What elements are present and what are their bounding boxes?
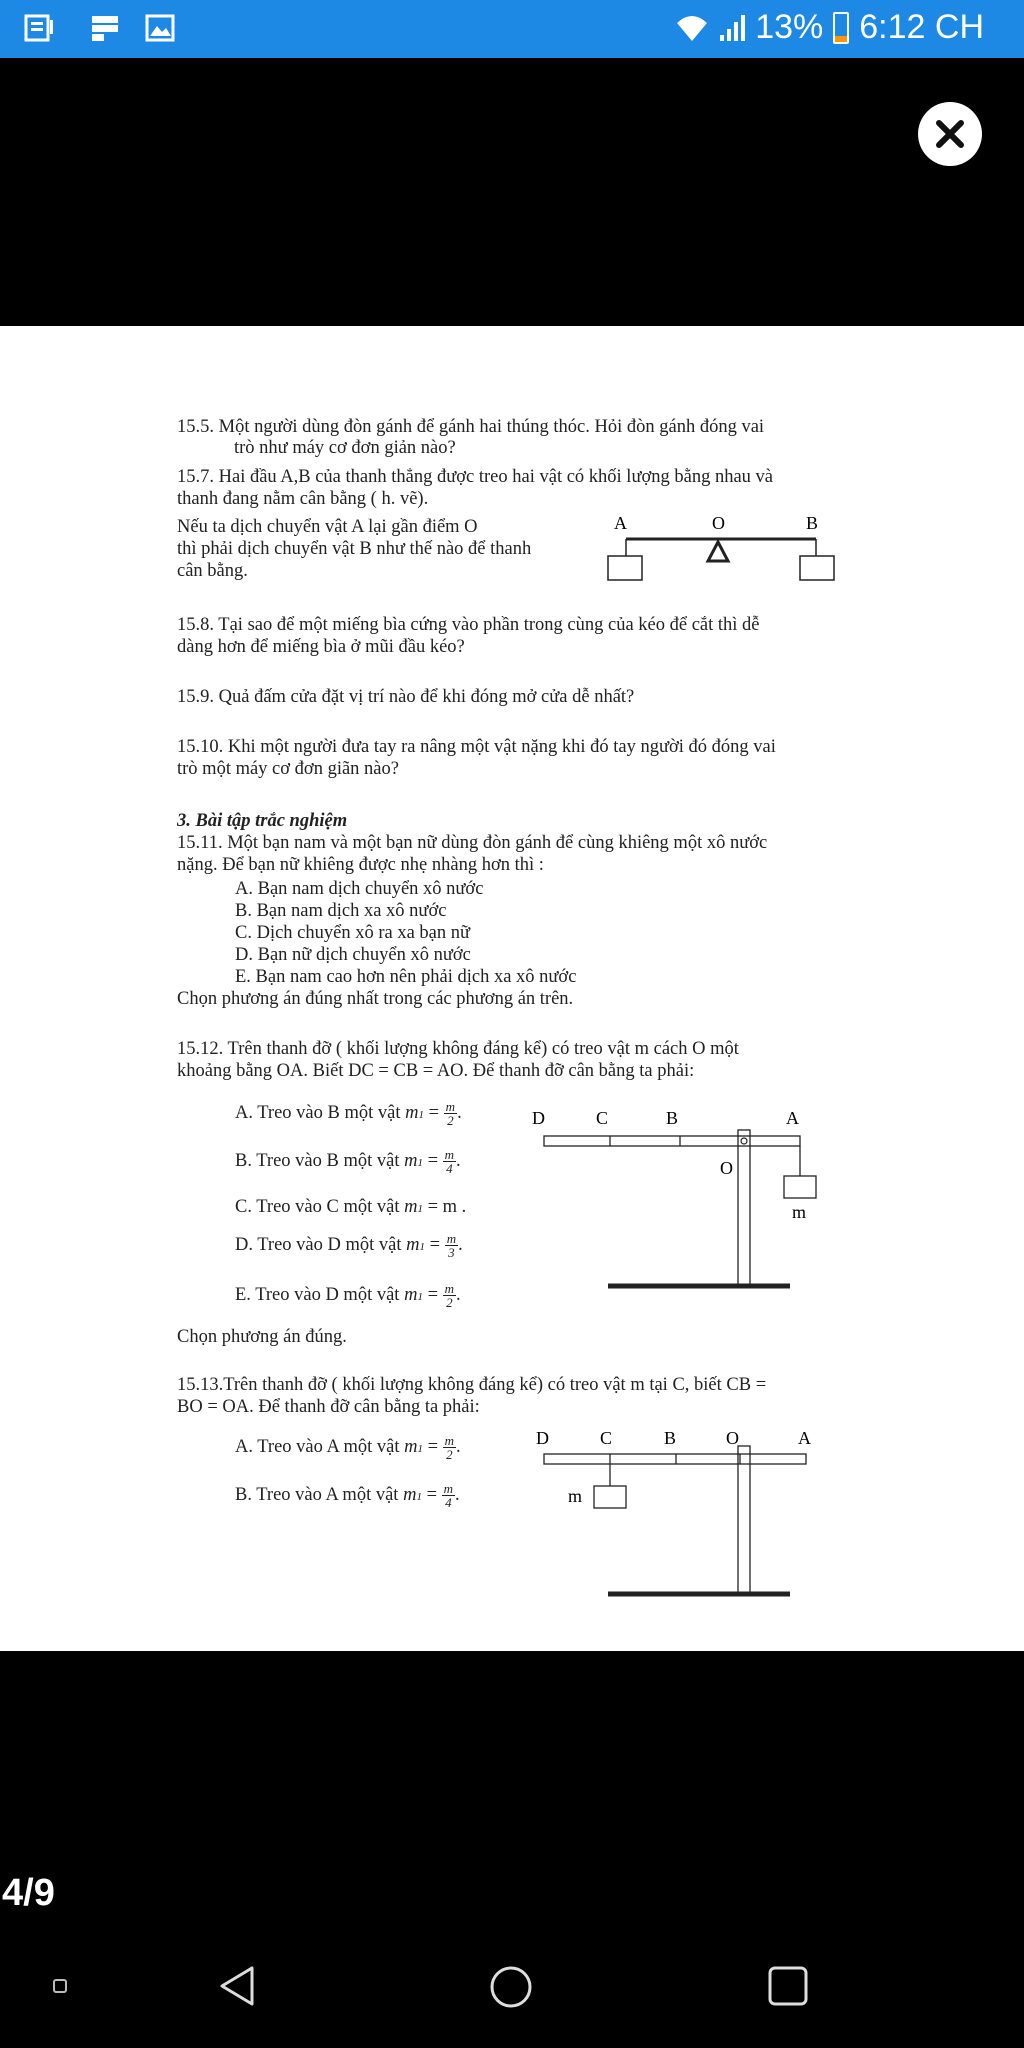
q15-13-a-var: m <box>404 1436 418 1457</box>
q15-12-e-den: 2 <box>446 1295 453 1310</box>
q15-12-e-var: m <box>404 1284 418 1305</box>
q15-12-option-e: E. Treo vào D một vật m1 = $\frac{m}{2}$ . <box>235 1281 461 1310</box>
fig2-label-m: m <box>792 1202 807 1222</box>
status-bar <box>0 0 1024 58</box>
signal-icon <box>719 13 745 43</box>
q15-7-line4: thì phải dịch chuyển vật B như thế nào để thanh <box>177 539 532 559</box>
clock: 6:12 CH <box>859 8 984 46</box>
q15-11-line2: nặng. Để bạn nữ khiêng được nhẹ nhàng hơn thì : <box>177 855 544 875</box>
battery-icon <box>833 12 849 44</box>
q15-8-line1: 15.8. Tại sao để một miếng bìa cứng vào phần trong cùng của kéo để cắt thì dễ <box>177 615 760 635</box>
q15-13-line2: BO = OA. Để thanh đỡ cân bằng ta phải: <box>177 1397 480 1417</box>
q15-13-option-a: A. Treo vào A một vật m1 = $\frac{m}{2}$ . <box>235 1433 461 1462</box>
figure-balance-bar <box>600 511 850 591</box>
q15-7-line2: thanh đang nằm cân bằng ( h. vẽ). <box>177 489 429 509</box>
q15-12-d-var: m <box>406 1234 420 1255</box>
q15-12-b-var: m <box>404 1150 418 1171</box>
figure-lever-15-12 <box>530 1110 830 1300</box>
fig2-label-a: A <box>786 1110 799 1128</box>
q15-12-option-b: B. Treo vào B một vật m1 = $\frac{m}{4}$ . <box>235 1147 461 1176</box>
q15-13-a-sub: 1 <box>417 1442 423 1455</box>
notes-icon <box>24 14 54 42</box>
q15-12-a-num: m <box>445 1099 456 1114</box>
q15-10-line2: trò một máy cơ đơn giãn nào? <box>177 759 399 779</box>
q15-13-option-b: B. Treo vào A một vật m1 = $\frac{m}{4}$ . <box>235 1481 460 1510</box>
q15-5-line2: trò như máy cơ đơn giản nào? <box>234 438 456 458</box>
q15-11-option-d: D. Bạn nữ dịch chuyển xô nước <box>235 945 471 965</box>
fig3-label-b: B <box>664 1430 677 1448</box>
fig3-label-a: A <box>798 1430 811 1448</box>
fig3-label-d: D <box>536 1430 549 1448</box>
storage-icon <box>90 14 120 42</box>
q15-11-line1: 15.11. Một bạn nam và một bạn nữ dùng đòn gánh để cùng khiêng một xô nước <box>177 833 768 853</box>
fig3-label-m: m <box>568 1486 583 1506</box>
q15-12-option-d: D. Treo vào D một vật m1 = $\frac{m}{3}$ . <box>235 1231 463 1260</box>
q15-12-option-a: A. Treo vào B một vật m1 = $\frac{m}{2}$ . <box>235 1099 462 1128</box>
q15-13-a-den: 2 <box>446 1447 453 1462</box>
recents-icon[interactable] <box>52 1978 68 1994</box>
fig3-label-o: O <box>726 1430 739 1448</box>
q15-12-c-var: m <box>404 1197 418 1217</box>
figure-lever-15-13 <box>530 1430 830 1610</box>
q15-12-e-sub: 1 <box>417 1290 423 1303</box>
q15-12-a-var: m <box>405 1102 419 1123</box>
q15-7-line3: Nếu ta dịch chuyển vật A lại gần điểm O <box>177 517 478 537</box>
q15-12-d-den: 3 <box>448 1245 455 1260</box>
q15-13-option-a-text: A. Treo vào A một vật <box>235 1436 400 1457</box>
q15-12-b-den: 4 <box>446 1161 453 1176</box>
q15-12-choose: Chọn phương án đúng. <box>177 1327 347 1347</box>
q15-12-d-sub: 1 <box>419 1240 425 1253</box>
q15-13-option-b-text: B. Treo vào A một vật <box>235 1484 399 1505</box>
q15-13-line1: 15.13.Trên thanh đỡ ( khối lượng không đáng kể) có treo vật m tại C, biết CB = <box>177 1375 767 1395</box>
q15-12-b-num: m <box>444 1147 455 1162</box>
q15-12-b-sub: 1 <box>417 1156 423 1169</box>
q15-12-d-num: m <box>446 1231 457 1246</box>
image-icon <box>145 14 175 42</box>
q15-12-b-fraction <box>443 1148 456 1175</box>
q15-13-b-sub: 1 <box>416 1490 422 1503</box>
section-3-heading: 3. Bài tập trắc nghiệm <box>177 811 348 831</box>
fig2-label-b: B <box>666 1110 679 1128</box>
q15-12-a-den: 2 <box>447 1113 454 1128</box>
q15-13-b-den: 4 <box>445 1495 452 1510</box>
q15-13-b-num: m <box>443 1481 454 1496</box>
fig1-label-o: O <box>712 513 725 533</box>
q15-13-b-eq: = <box>426 1484 438 1505</box>
q15-13-b-var: m <box>403 1484 417 1505</box>
q15-12-c-sub: 1 <box>417 1203 423 1215</box>
q15-12-d-fraction <box>445 1232 458 1259</box>
navigation-bar <box>0 1930 1024 2048</box>
q15-13-a-num: m <box>444 1433 455 1448</box>
close-button[interactable] <box>918 102 982 166</box>
q15-11-choose: Chọn phương án đúng nhất trong các phương án trên. <box>177 989 574 1009</box>
close-icon <box>935 119 965 149</box>
fig2-label-d: D <box>532 1110 545 1128</box>
q15-8-line2: dàng hơn để miếng bìa ở mũi đầu kéo? <box>177 637 465 657</box>
page-indicator: 4/9 <box>2 1872 55 1914</box>
q15-12-option-d-text: D. Treo vào D một vật <box>235 1234 402 1255</box>
fig1-label-b: B <box>806 513 819 533</box>
q15-13-a-eq: = <box>427 1436 439 1457</box>
q15-7-line5: cân bằng. <box>177 561 248 581</box>
q15-12-option-b-text: B. Treo vào B một vật <box>235 1150 400 1171</box>
q15-12-b-eq: = <box>427 1150 439 1171</box>
q15-12-a-fraction <box>444 1100 457 1127</box>
q15-12-option-c-text: C. Treo vào C một vật <box>235 1197 400 1217</box>
fig3-label-c: C <box>600 1430 613 1448</box>
q15-13-a-fraction <box>443 1434 456 1461</box>
fig2-label-o: O <box>720 1158 733 1178</box>
q15-12-line2: khoảng bằng OA. Biết DC = CB = AO. Để thanh đỡ cân bằng ta phải: <box>177 1061 695 1081</box>
q15-12-option-c <box>235 1196 466 1220</box>
q15-12-line1: 15.12. Trên thanh đỡ ( khối lượng không đáng kể) có treo vật m cách O một <box>177 1039 739 1059</box>
q15-12-d-eq: = <box>429 1234 441 1255</box>
home-icon[interactable] <box>488 1964 534 2010</box>
q15-13-b-fraction <box>442 1482 455 1509</box>
q15-12-a-eq: = <box>428 1102 440 1123</box>
document-page[interactable] <box>0 326 1024 1651</box>
battery-percent: 13% <box>755 8 824 46</box>
q15-12-c-plain: = m . <box>427 1197 467 1217</box>
q15-10-line1: 15.10. Khi một người đưa tay ra nâng một vật nặng khi đó tay người đó đóng vai <box>177 737 776 757</box>
q15-12-option-e-text: E. Treo vào D một vật <box>235 1284 400 1305</box>
overview-icon[interactable] <box>766 1964 810 2008</box>
q15-7-line1: 15.7. Hai đầu A,B của thanh thẳng được treo hai vật có khối lượng bằng nhau và <box>177 467 774 487</box>
q15-12-e-fraction <box>443 1282 456 1309</box>
q15-5-line1: 15.5. Một người dùng đòn gánh để gánh hai thúng thóc. Hỏi đòn gánh đóng vai <box>177 417 765 437</box>
q15-12-a-sub: 1 <box>418 1108 424 1121</box>
q15-12-e-eq: = <box>427 1284 439 1305</box>
fig2-label-c: C <box>596 1110 609 1128</box>
fig1-label-a: A <box>614 513 627 533</box>
q15-11-option-a: A. Bạn nam dịch chuyển xô nước <box>235 879 484 899</box>
q15-12-e-num: m <box>444 1281 455 1296</box>
wifi-icon <box>675 13 709 43</box>
q15-11-option-c: C. Dịch chuyển xô ra xa bạn nữ <box>235 923 471 943</box>
back-icon[interactable] <box>216 1964 258 2008</box>
q15-11-option-e: E. Bạn nam cao hơn nên phải dịch xa xô nước <box>235 967 577 987</box>
q15-12-option-a-text: A. Treo vào B một vật <box>235 1102 401 1123</box>
q15-11-option-b: B. Bạn nam dịch xa xô nước <box>235 901 447 921</box>
q15-9: 15.9. Quả đấm cửa đặt vị trí nào để khi đóng mở cửa dễ nhất? <box>177 687 635 707</box>
